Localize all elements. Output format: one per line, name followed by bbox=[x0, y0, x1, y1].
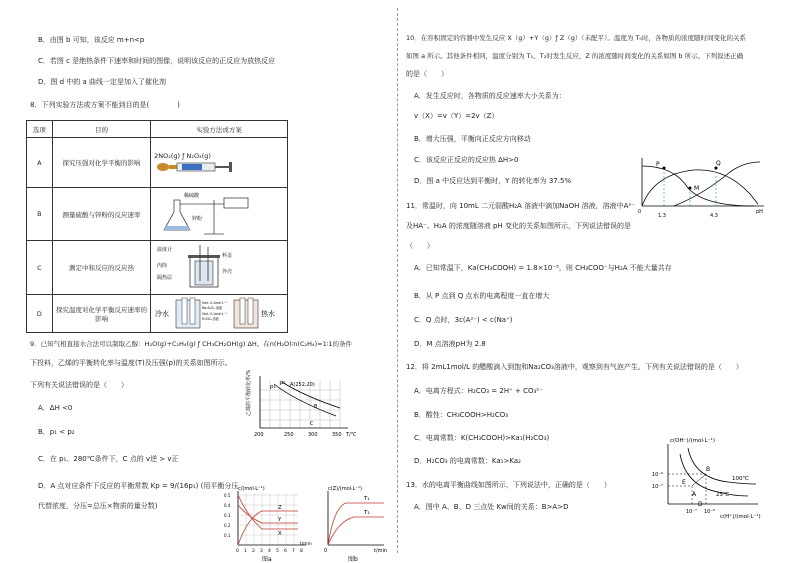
q11-tick: 0 bbox=[638, 209, 642, 215]
fig-a-tick: 0 bbox=[236, 549, 239, 554]
q10-option-d: D．图 a 中反应达到平衡时，Y 的转化率为 37.5% bbox=[414, 177, 572, 185]
curve-y bbox=[238, 505, 298, 523]
label-p2: p₂ bbox=[280, 380, 286, 386]
curve-x bbox=[238, 495, 298, 529]
fig-a-ylabel: c/(mol·L⁻¹) bbox=[238, 486, 265, 492]
fig-a-tick: 6 bbox=[284, 549, 287, 554]
row-goal: 探究温度对化学平衡反应速率的影响 bbox=[52, 295, 150, 333]
column-divider bbox=[397, 8, 399, 553]
q10-line-2: 如图 a 所示。其他条件相同，温度分别为 T₁、T₂时发生反应，Z 的浓度随时间变化的关系如图 b 所示。下列叙述正确 bbox=[406, 52, 744, 60]
label-point-p: P bbox=[656, 161, 660, 168]
q10-option-a-2: v（X）=v（Y）=2v（Z） bbox=[414, 112, 499, 120]
q7-option-c: C．若图 c 是绝热条件下速率和时间的图像，说明该反应的正反应为放热反应 bbox=[38, 57, 276, 65]
q11-option-c: C．Q 点时，3c(A²⁻) < c(Na⁺) bbox=[414, 316, 513, 324]
row-method bbox=[151, 188, 288, 241]
q13-xlabel: c(H⁺)/(mol·L⁻¹) bbox=[720, 514, 761, 520]
curve-z bbox=[238, 511, 298, 545]
q9-option-d-2: 代替浓度，分压=总压×物质的量分数) bbox=[38, 502, 158, 510]
q12-stem: 12．将 2mL1mol/L 的醋酸滴入到饱和Na₂CO₃溶液中，观察到有气泡产生。下列有关说法错误的是（ ） bbox=[406, 363, 743, 371]
q9-line-1: 9．已知气相直接水合法可以制取乙醇：H₂O(g)+C₂H₄(g) ƒ CH₃CH₂OH(g) ΔH。在n(H₂O)∶n(C₂H₄)=1∶1的条件 bbox=[30, 340, 353, 348]
label-point-m: M bbox=[694, 185, 700, 192]
fig-a-tick: 5 bbox=[276, 549, 279, 554]
q13-xtick: 10⁻⁷ bbox=[686, 509, 698, 515]
q11-tick: 1.3 bbox=[658, 213, 666, 219]
label-y: Y bbox=[278, 517, 282, 523]
table-row bbox=[27, 241, 288, 295]
q7-option-b: B．由图 b 可知，该反应 m+n<p bbox=[38, 36, 145, 44]
q11-option-a: A．已知常温下，Ka(CH₃COOH) = 1.8×10⁻⁵，则 CH₃COO⁻与H₂A 不能大量共存 bbox=[414, 264, 672, 272]
label-lid: 杯盖 bbox=[222, 252, 233, 259]
label-zinc: 锌粉 bbox=[192, 216, 203, 222]
q13-water-ionization-chart bbox=[648, 434, 778, 520]
q8-stem: 8．下列实验方法或方案不能到目的是( ) bbox=[30, 101, 180, 109]
table-row bbox=[27, 295, 288, 333]
q11-option-d: D．M 点溶液pH为 2.8 bbox=[414, 340, 486, 348]
label-100c: 100℃ bbox=[732, 476, 749, 482]
label-point-b: B bbox=[706, 466, 711, 473]
label-volume-2: 5mL 0.1mol·L⁻¹ bbox=[202, 311, 227, 316]
syringe-icon bbox=[156, 160, 236, 174]
label-thiosulfate: Na₂S₂O₃ 溶液 bbox=[202, 305, 223, 310]
flask-apparatus-icon bbox=[154, 190, 254, 236]
method-formula: 2NO₂(g) ƒ N₂O₄(g) bbox=[154, 151, 211, 160]
fig-b-origin: 0 bbox=[324, 548, 328, 554]
q10-option-a: A．发生反应时，各物质的反应速率大小关系为： bbox=[414, 92, 566, 100]
water-bath-icon bbox=[154, 296, 282, 330]
fig-a-tick: 4 bbox=[268, 549, 271, 554]
q11-tick: 4.3 bbox=[710, 213, 718, 219]
label-p1: p₁ bbox=[270, 384, 276, 390]
q13-ylabel: c(OH⁻)/(mol·L⁻¹) bbox=[670, 438, 715, 444]
table-header: 目的 bbox=[52, 121, 150, 138]
q12-option-d: D．H₂CO₃ 的电离常数：Ka₁>Ka₂ bbox=[414, 457, 521, 465]
label-t1: T₁ bbox=[364, 496, 370, 502]
table-header: 实验方法或方案 bbox=[151, 121, 288, 138]
q10-option-c: C．该反应正反应的反应热 ΔH>0 bbox=[414, 156, 519, 164]
q11-option-b: B．从 P 点到 Q 点水的电离程度一直在增大 bbox=[414, 292, 550, 300]
experiment-table bbox=[26, 120, 288, 333]
label-point-b: B bbox=[314, 404, 318, 410]
row-goal: 测定中和反应的反应热 bbox=[52, 241, 150, 295]
q9-tick: 300 bbox=[308, 432, 318, 438]
q10-option-b: B．增大压强，平衡向正反应方向移动 bbox=[414, 135, 531, 143]
q9-tick: 200 bbox=[254, 432, 264, 438]
q9-ylabel: 乙烯的平衡转化率/% bbox=[246, 370, 252, 416]
label-insulation: 隔热层 bbox=[157, 274, 173, 281]
q11-line-3: （ ） bbox=[406, 242, 434, 250]
fig-b-caption: 图b bbox=[348, 556, 358, 563]
fig-a-ytick: 0.4 bbox=[224, 503, 231, 508]
label-volume-1: 5mL 0.1mol·L⁻¹ bbox=[202, 300, 227, 305]
q12-option-c: C．电离常数：K(CH₃COOH)>Ka₁(H₂CO₃) bbox=[414, 434, 550, 442]
label-point-d: D bbox=[698, 501, 703, 508]
label-shell: 外壳 bbox=[222, 268, 233, 275]
q13-ytick: 10⁻⁶ bbox=[652, 472, 664, 478]
label-thermometer: 温度计 bbox=[157, 246, 173, 253]
q9-option-d-1: D．A 点对应条件下反应的平衡常数 Kp = 9/(16p₁) (用平衡分压 bbox=[38, 482, 239, 490]
q9-option-b: B．p₁ < p₂ bbox=[38, 428, 75, 436]
q11-xlabel: pH bbox=[756, 209, 763, 215]
label-x: X bbox=[278, 531, 282, 537]
label-point-e: E bbox=[682, 479, 686, 486]
q11-distribution-chart bbox=[634, 154, 770, 222]
fig-a-tick: 2 bbox=[252, 549, 255, 554]
label-25c: 25℃ bbox=[716, 492, 730, 498]
q9-option-a: A．ΔH <0 bbox=[38, 404, 73, 412]
fig-a-tick: 8 bbox=[300, 549, 303, 554]
fig-a-tick: 1 bbox=[244, 549, 247, 554]
q9-ask: 下列有关说法错误的是（ ） bbox=[30, 381, 128, 389]
label-z: Z bbox=[278, 505, 282, 511]
row-goal: 测量硫酸与锌粉的反应速率 bbox=[52, 188, 150, 241]
row-option: B bbox=[27, 188, 53, 241]
fig-a-tick: 3 bbox=[260, 549, 263, 554]
table-row bbox=[27, 138, 288, 188]
label-point-c: C bbox=[310, 421, 314, 427]
q13-stem: 13．水的电离平衡曲线如图所示，下列说法中，正确的是（ ） bbox=[406, 481, 611, 489]
table-row bbox=[27, 188, 288, 241]
curve-ha bbox=[642, 170, 758, 206]
fig-a-xlabel: t/min bbox=[300, 542, 312, 547]
q9-tick: 350 bbox=[332, 432, 342, 438]
fig-b-ylabel: c(Z)/(mol·L⁻¹) bbox=[328, 486, 362, 492]
q12-option-b: B．酸性：CH₃COOH>H₂CO₃ bbox=[414, 411, 509, 419]
curve-25c bbox=[680, 454, 748, 496]
label-sulfuric: H₂SO₄ 溶液 bbox=[202, 316, 220, 321]
row-option: C bbox=[27, 241, 53, 295]
row-method bbox=[151, 295, 288, 333]
q10-line-3: 的是（ ） bbox=[406, 70, 448, 78]
q13-ytick: 10⁻⁷ bbox=[652, 484, 664, 490]
fig-a-ytick: 0.2 bbox=[224, 523, 231, 528]
row-option: A bbox=[27, 138, 53, 188]
q11-line-2: 及HA⁻、H₂A 的浓度随溶液 pH 变化的关系如图所示，下列说法错误的是 bbox=[406, 222, 631, 230]
q9-tick: 250 bbox=[284, 432, 294, 438]
curve-t2 bbox=[328, 517, 384, 545]
label-hot-water: 热水 bbox=[261, 309, 276, 318]
q13-option-a: A．图中 A、B、D 三点处 Kw间的关系：B>A>D bbox=[414, 503, 569, 511]
row-method bbox=[151, 138, 288, 188]
fig-a-ytick: 0.1 bbox=[224, 533, 231, 538]
label-cold-water: 冷水 bbox=[155, 309, 170, 318]
fig-a-concentration-chart bbox=[222, 483, 314, 563]
q13-xtick: 10⁻⁶ bbox=[704, 509, 716, 515]
fig-a-tick: 7 bbox=[292, 549, 295, 554]
fig-a-ytick: 0.3 bbox=[224, 513, 231, 518]
label-t2: T₂ bbox=[364, 510, 370, 516]
q9-xlabel: T/℃ bbox=[346, 432, 357, 438]
label-dilute-acid: 稀硫酸 bbox=[184, 193, 200, 199]
curve-t1 bbox=[328, 503, 384, 545]
table-header: 选项 bbox=[27, 121, 53, 138]
fig-b-concentration-chart bbox=[318, 483, 392, 563]
fig-a-ytick: 0.5 bbox=[224, 493, 231, 498]
calorimeter-icon bbox=[154, 243, 254, 291]
label-inner-cup: 内筒 bbox=[157, 262, 168, 269]
q12-option-a: A．电离方程式：H₂CO₃ = 2H⁺ + CO₃²⁻ bbox=[414, 387, 543, 395]
q10-line-1: 10．在容积固定的容器中发生反应 X（g）+Y（g）ƒ Z（g）（未配平）。温度为 T₀时，各物质的浓度随时间变化的关系 bbox=[406, 34, 747, 42]
q9-line-2: 下投料，乙烯的平衡转化率与温度(T)及压强(p)的关系如图所示。 bbox=[30, 359, 232, 367]
q11-line-1: 11．常温时，向 10mL 二元弱酸H₂A 溶液中滴加NaOH 溶液，溶液中A²⁻ bbox=[406, 202, 635, 210]
q7-option-d: D．图 d 中的 a 曲线一定是加入了催化剂 bbox=[38, 78, 167, 86]
q9-conversion-chart bbox=[244, 370, 362, 440]
label-point-a: A(252,20) bbox=[290, 382, 315, 388]
label-point-q: Q bbox=[716, 160, 721, 167]
fig-a-caption: 图a bbox=[262, 556, 272, 563]
row-option: D bbox=[27, 295, 53, 333]
row-goal: 探究压强对化学平衡的影响 bbox=[52, 138, 150, 188]
q9-option-c: C．在 p₁、280℃条件下，C 点的 v逆 > v正 bbox=[38, 455, 179, 463]
label-point-a: A bbox=[692, 491, 697, 498]
fig-b-xlabel: t/min bbox=[374, 548, 388, 554]
row-method bbox=[151, 241, 288, 295]
